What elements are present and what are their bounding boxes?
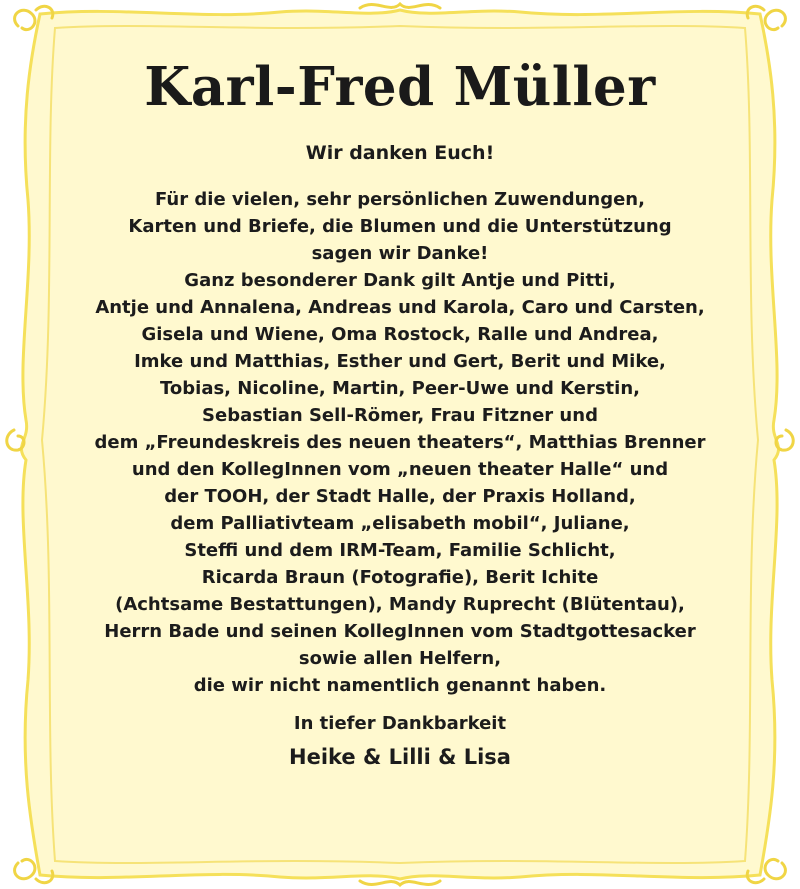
notice-content	[60, 50, 740, 771]
thanks-line: Tobias, Nicoline, Martin, Peer-Uwe und Kerstin,	[160, 378, 640, 399]
thanks-line: und den KollegInnen vom „neuen theater Halle“ und	[131, 459, 669, 480]
thanks-line: Karten und Briefe, die Blumen und die Unterstützung	[128, 216, 672, 237]
thanks-line: die wir nicht namentlich genannt haben.	[193, 675, 607, 696]
greeting-line: Wir danken Euch!	[305, 142, 495, 164]
signature-names: Heike & Lilli & Lisa	[289, 745, 511, 769]
thanks-line: dem „Freundeskreis des neuen theaters“, Matthias Brenner	[94, 432, 706, 453]
thanks-line: Sebastian Sell-Römer, Frau Fitzner und	[202, 405, 598, 426]
thanks-line: dem Palliativteam „elisabeth mobil“, Juliane,	[170, 513, 630, 534]
thanks-line: sagen wir Danke!	[311, 243, 489, 264]
deceased-name: Karl-Fred Müller	[144, 56, 656, 118]
thanks-line: Gisela und Wiene, Oma Rostock, Ralle und Andrea,	[141, 324, 659, 345]
thanks-text	[60, 186, 740, 699]
thanks-line: Ganz besonderer Dank gilt Antje und Pitti,	[184, 270, 616, 291]
thanks-line: Steffi und dem IRM-Team, Familie Schlicht,	[184, 540, 616, 561]
thanks-line: der TOOH, der Stadt Halle, der Praxis Holland,	[164, 486, 636, 507]
thanks-line: Imke und Matthias, Esther und Gert, Berit und Mike,	[134, 351, 666, 372]
thanks-line: Antje und Annalena, Andreas und Karola, Caro und Carsten,	[95, 297, 705, 318]
closing-line: In tiefer Dankbarkeit	[293, 713, 507, 734]
thanks-line: (Achtsame Bestattungen), Mandy Ruprecht (Blütentau),	[115, 594, 685, 615]
thanks-line: sowie allen Helfern,	[298, 648, 502, 669]
thanks-line: Ricarda Braun (Fotografie), Berit Ichite	[201, 567, 599, 588]
thanks-line: Für die vielen, sehr persönlichen Zuwendungen,	[155, 189, 645, 210]
thanks-line: Herrn Bade und seinen KollegInnen vom Stadtgottesacker	[104, 621, 696, 642]
